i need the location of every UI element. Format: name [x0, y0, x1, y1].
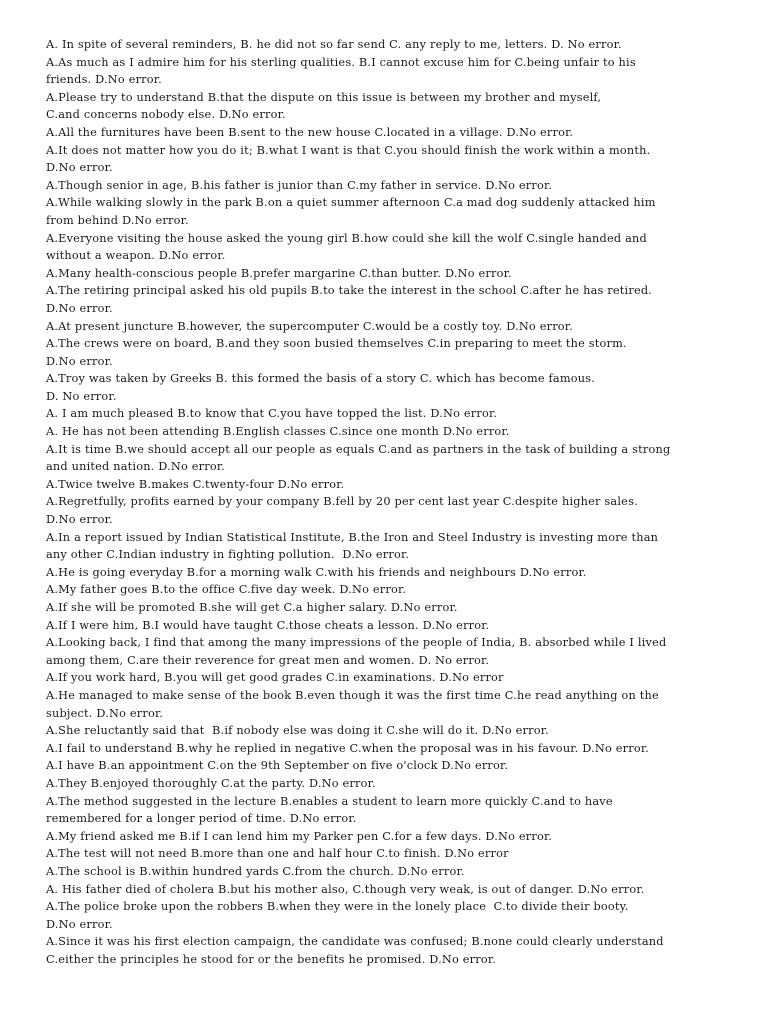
document-line: A.All the furnitures have been B.sent to the new house C.located in a village. D.No error.	[46, 125, 574, 139]
document-line: A.Since it was his first election campaign, the candidate was confused; B.none could clearly understand	[46, 935, 664, 949]
document-line: A.The crews were on board, B.and they soon busied themselves C.in preparing to meet the storm.	[46, 337, 627, 351]
document-line: A.Regretfully, profits earned by your company B.fell by 20 per cent last year C.despite higher sales.	[46, 495, 638, 509]
document-line: A.The police broke upon the robbers B.when they were in the lonely place C.to divide their booty.	[46, 900, 629, 914]
document-line: without a weapon. D.No error.	[46, 249, 226, 263]
document-line: D.No error.	[46, 161, 113, 175]
document-line: A.The school is B.within hundred yards C.from the church. D.No error.	[46, 864, 465, 878]
document-line: A.My friend asked me B.if I can lend him my Parker pen C.for a few days. D.No error.	[46, 829, 553, 843]
document-line: A.The method suggested in the lecture B.enables a student to learn more quickly C.and to have	[46, 794, 613, 808]
document-line: A.It is time B.we should accept all our people as equals C.and as partners in the task of building a strong	[46, 442, 671, 456]
document-line: A.At present juncture B.however, the supercomputer C.would be a costly toy. D.No error.	[46, 319, 573, 333]
document-line: A.Everyone visiting the house asked the young girl B.how could she kill the wolf C.single handed and	[46, 231, 647, 245]
document-line: remembered for a longer period of time. D.No error.	[46, 812, 357, 826]
document-line: D. No error.	[46, 389, 117, 403]
document-line: A.My father goes B.to the office C.five day week. D.No error.	[46, 583, 407, 597]
document-line: A. In spite of several reminders, B. he did not so far send C. any reply to me, letters. D. No error.	[46, 38, 622, 51]
document-line: among them, C.are their reverence for great men and women. D. No error.	[46, 653, 490, 667]
document-line: A.He managed to make sense of the book B.even though it was the first time C.he read anything on the	[46, 688, 659, 702]
document-line: friends. D.No error.	[46, 73, 162, 87]
document-line: A.In a report issued by Indian Statistical Institute, B.the Iron and Steel Industry is investing more than	[46, 530, 659, 544]
document-line: subject. D.No error.	[46, 706, 164, 720]
document-line: from behind D.No error.	[46, 213, 189, 227]
document-line: A.He is going everyday B.for a morning walk C.with his friends and neighbours D.No error.	[46, 565, 587, 579]
document-line: and united nation. D.No error.	[46, 460, 226, 474]
document-line: A.If I were him, B.I would have taught C.those cheats a lesson. D.No error.	[46, 618, 490, 632]
document-line: D.No error.	[46, 513, 113, 527]
document-line: A.Troy was taken by Greeks B. this formed the basis of a story C. which has become famous.	[46, 372, 596, 386]
document-line: A.Though senior in age, B.his father is junior than C.my father in service. D.No error.	[46, 178, 553, 192]
document-line: A.She reluctantly said that B.if nobody else was doing it C.she will do it. D.No error.	[46, 724, 549, 738]
document-line: any other C.Indian industry in fighting pollution. D.No error.	[46, 548, 410, 562]
document-line: A.If you work hard, B.you will get good grades C.in examinations. D.No error	[46, 671, 504, 685]
document-line: A.The test will not need B.more than one and half hour C.to finish. D.No error	[46, 847, 509, 861]
document-line: D.No error.	[46, 301, 113, 315]
document-line: A.Looking back, I find that among the many impressions of the people of India, B. absorbed while I lived	[46, 636, 667, 650]
document-line: A.I fail to understand B.why he replied in negative C.when the proposal was in his favour. D.No error.	[46, 741, 649, 755]
document-line: A.Twice twelve B.makes C.twenty-four D.No error.	[46, 477, 345, 491]
document-line: A.While walking slowly in the park B.on a quiet summer afternoon C.a mad dog suddenly attacked him	[46, 196, 656, 210]
document-line: A.I have B.an appointment C.on the 9th September on five o'clock D.No error.	[46, 759, 509, 773]
document-line: A. I am much pleased B.to know that C.you have topped the list. D.No error.	[46, 407, 498, 421]
document-line: C.and concerns nobody else. D.No error.	[46, 108, 286, 122]
document-line: A. He has not been attending B.English classes C.since one month D.No error.	[46, 425, 510, 439]
document-line: D.No error.	[46, 354, 113, 368]
document-line: A.The retiring principal asked his old pupils B.to take the interest in the school C.after he has retired.	[46, 284, 653, 298]
document-line: A.As much as I admire him for his sterling qualities. B.I cannot excuse him for C.being unfair to his	[46, 55, 636, 69]
document-line: A.If she will be promoted B.she will get C.a higher salary. D.No error.	[46, 601, 458, 614]
document-line: A.Many health-conscious people B.prefer margarine C.than butter. D.No error.	[46, 266, 512, 280]
document-line: A.It does not matter how you do it; B.what I want is that C.you should finish the work within a month.	[46, 143, 651, 157]
document-line: A.Please try to understand B.that the dispute on this issue is between my brother and myself,	[46, 90, 602, 104]
document-line: A.They B.enjoyed thoroughly C.at the party. D.No error.	[46, 776, 376, 790]
document-body	[46, 36, 758, 968]
document-line: D.No error.	[46, 917, 113, 931]
document-line: A. His father died of cholera B.but his mother also, C.though very weak, is out of danger. D.No error.	[46, 882, 645, 896]
document-line: C.either the principles he stood for or the benefits he promised. D.No error.	[46, 952, 497, 966]
